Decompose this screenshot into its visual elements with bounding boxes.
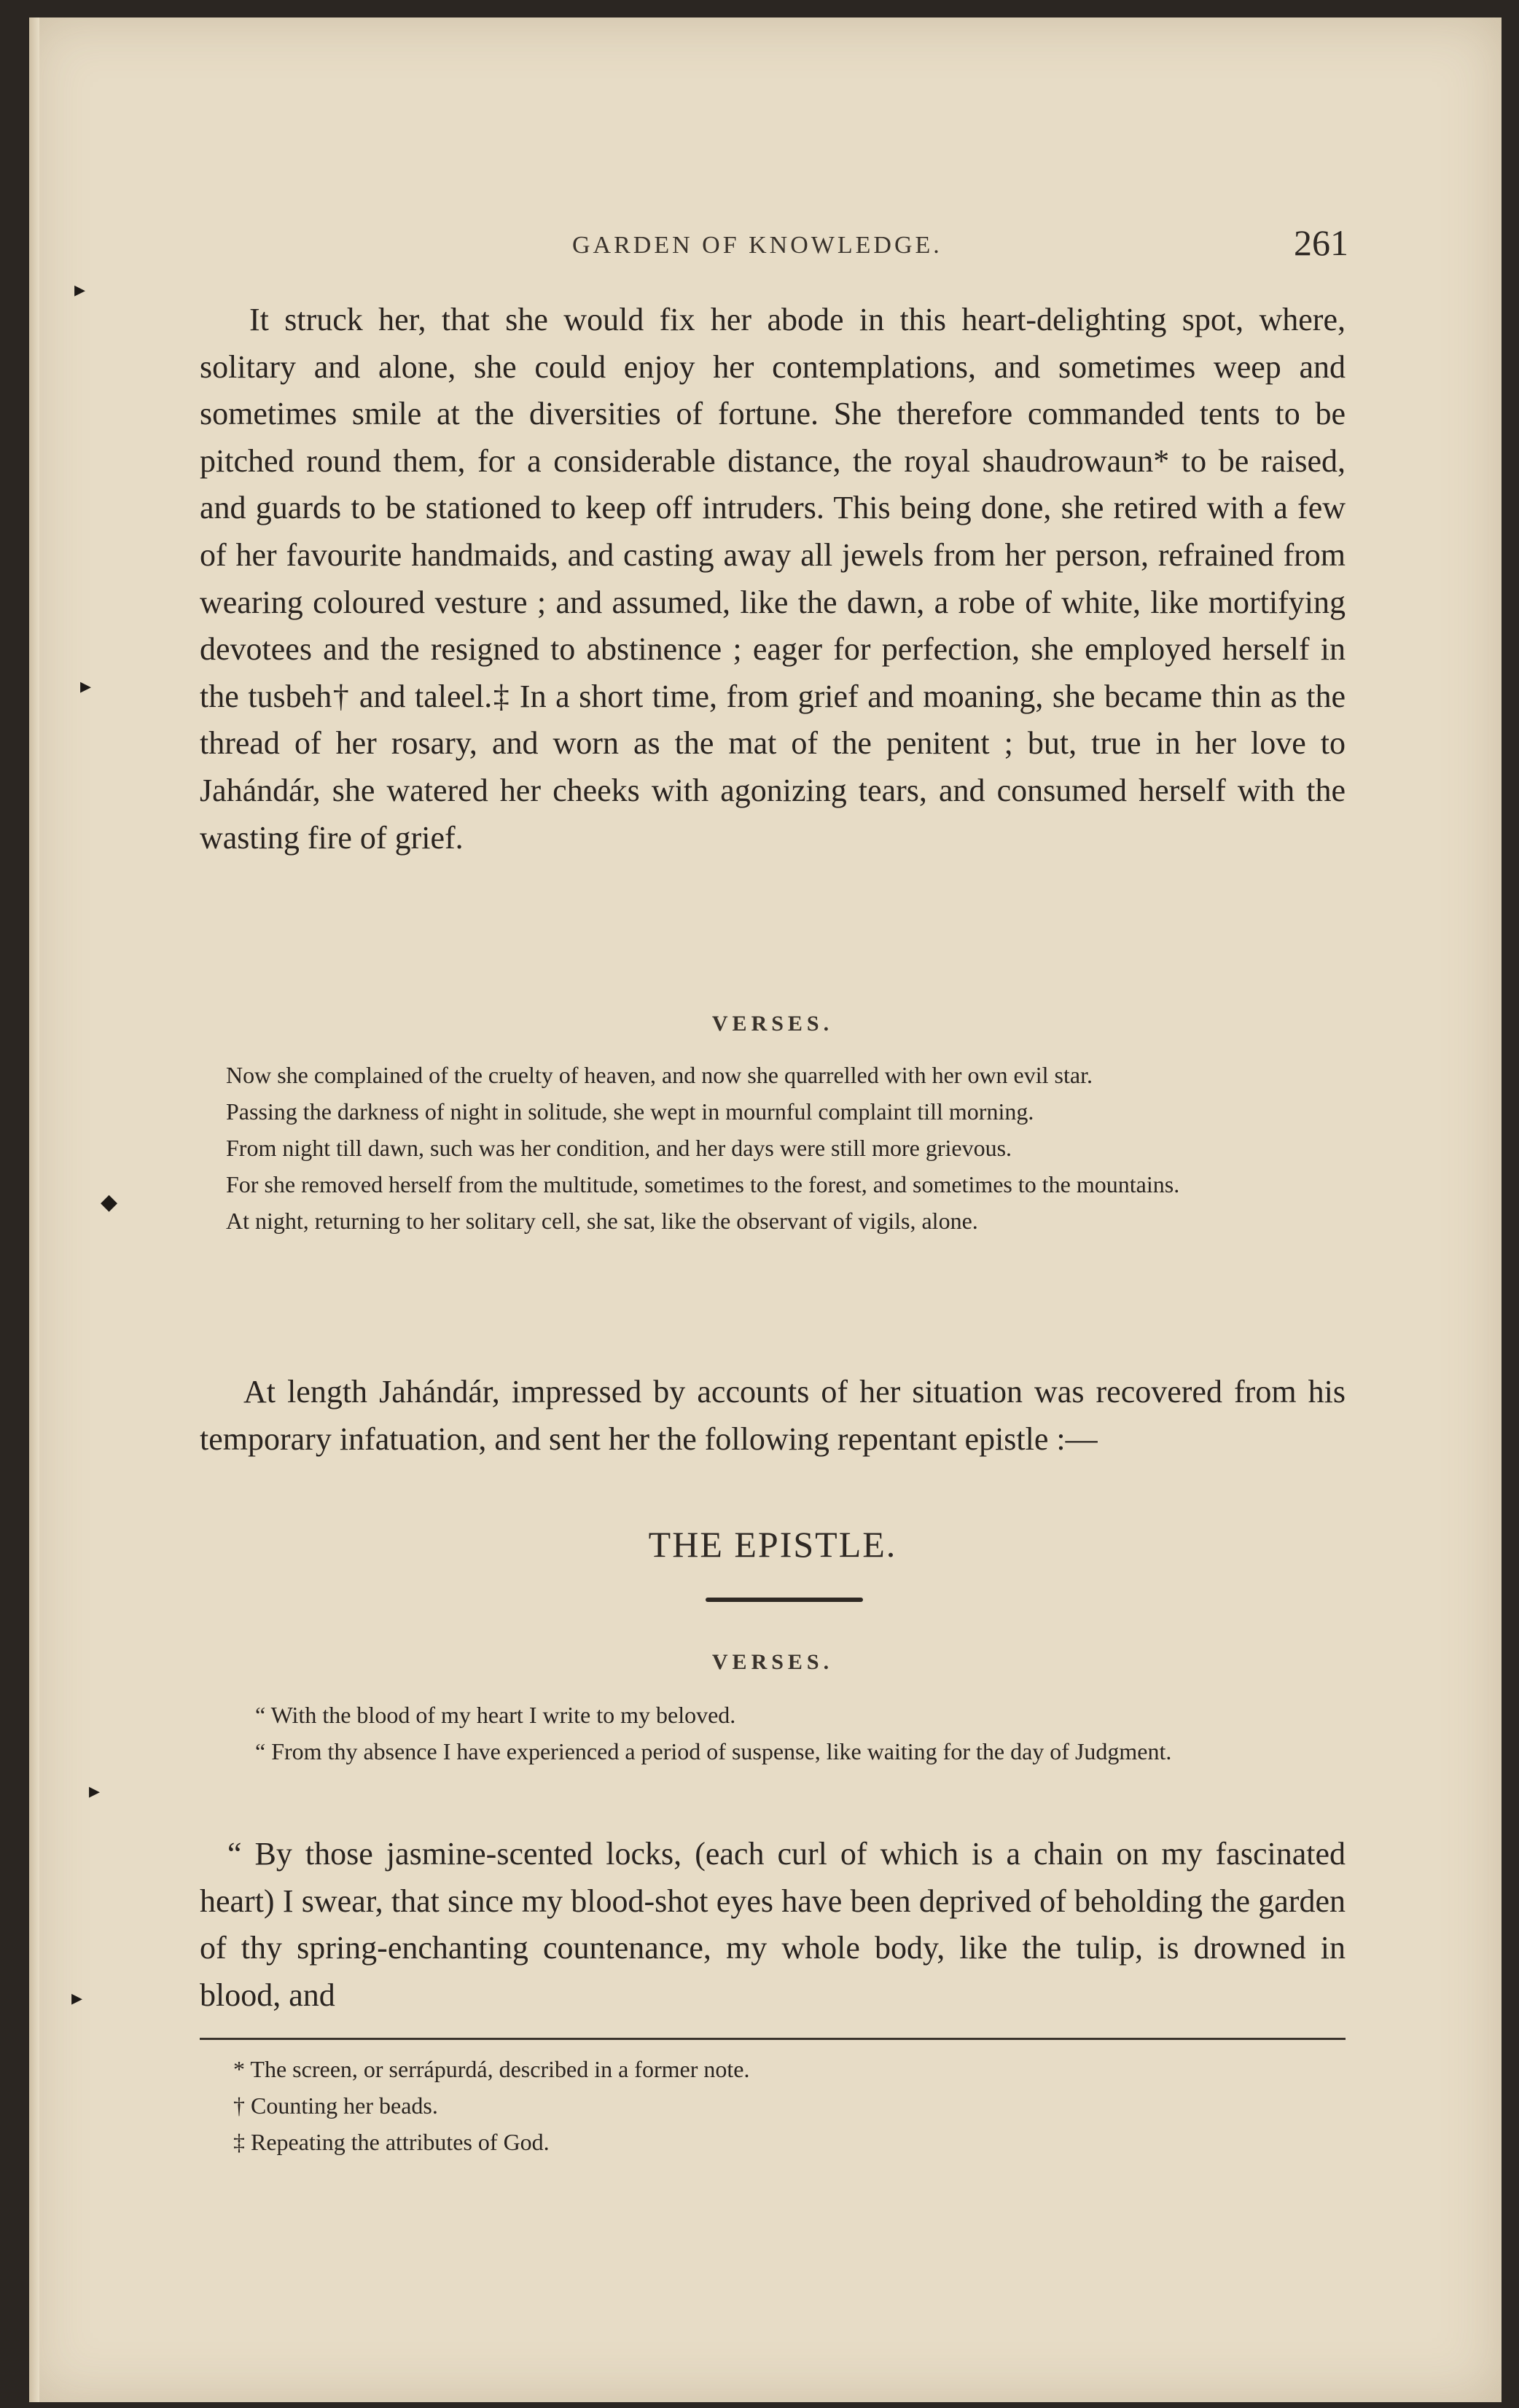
verses-heading-1: VERSES. — [711, 1012, 834, 1036]
section-title: THE EPISTLE. — [648, 1524, 897, 1565]
section-divider — [706, 1598, 863, 1602]
verse-line: At night, returning to her solitary cell, she sat, like the observant of vigils, alone. — [226, 1208, 978, 1234]
verse-line: Now she complained of the cruelty of heaven, and now she quarrelled with her own evil star. — [226, 1062, 1093, 1088]
binding-mark: ◆ — [101, 1189, 118, 1215]
verse-line: “ With the blood of my heart I write to my beloved. — [255, 1702, 736, 1728]
page-edge-shadow — [29, 17, 39, 2402]
page-number: 261 — [1294, 222, 1348, 263]
verse-line: Passing the darkness of night in solitude, she wept in mournful complaint till morning. — [226, 1098, 1034, 1125]
running-title: GARDEN OF KNOWLEDGE. — [572, 232, 942, 259]
footnote-divider — [200, 2038, 1346, 2040]
page-header — [197, 216, 1348, 274]
verse-line: From night till dawn, such was her condition, and her days were still more grievous. — [226, 1135, 1012, 1161]
verses-heading-2: VERSES. — [711, 1650, 834, 1674]
verse-line: “ From thy absence I have experienced a period of suspense, like waiting for the day of Judgment. — [255, 1738, 1172, 1764]
binding-mark: ▸ — [80, 673, 92, 699]
body-paragraph-3: “ By those jasmine-scented locks, (each curl of which is a chain on my fascinated heart) I swear, that since my blood-shot eyes have been deprived of beholding the garden of thy spring-enchanting countenance, my whole body, like the tulip, is drowned in blood, and — [200, 1836, 1346, 2013]
body-paragraph-1: It struck her, that she would fix her abode in this heart-delighting spot, where, solitary and alone, she could enjoy her contemplations, and sometimes weep and sometimes smile at the diversities of fortune. She therefore commanded tents to be pitched round them, for a considerable distance, the royal shaudrowaun* to be raised, and guards to be stationed to keep off intruders. This being done, she retired with a few of her favourite handmaids, and casting away all jewels from her person, refrained from wearing coloured vesture ; and assumed, like the dawn, a robe of white, like mortifying devotees and the resigned to abstinence ; eager for perfection, she employed herself in the tusbeh† and taleel.‡ In a short time, from grief and moaning, she became thin as the thread of her rosary, and worn as the mat of the penitent ; but, true in her love to Jahándár, she watered her cheeks with agonizing tears, and consumed herself with the wasting fire of grief. — [200, 302, 1346, 856]
footnote: * The screen, or serrápurdá, described in a former note. — [233, 2056, 750, 2082]
verse-block-2 — [255, 1697, 1261, 1770]
binding-mark: ▸ — [89, 1778, 101, 1804]
body-paragraph-2: At length Jahándár, impressed by accounts of her situation was recovered from his temporary infatuation, and sent her the following repentant epistle :— — [200, 1374, 1346, 1457]
binding-mark: ▸ — [74, 277, 86, 302]
verse-block-1 — [226, 1057, 1346, 1239]
verse-line: For she removed herself from the multitude, sometimes to the forest, and sometimes to the mountains. — [226, 1171, 1180, 1197]
book-page — [29, 17, 1502, 2402]
footnote: † Counting her beads. — [233, 2092, 438, 2119]
footnotes — [233, 2051, 1254, 2160]
binding-mark: ▸ — [71, 1985, 83, 2011]
footnote: ‡ Repeating the attributes of God. — [233, 2129, 550, 2155]
